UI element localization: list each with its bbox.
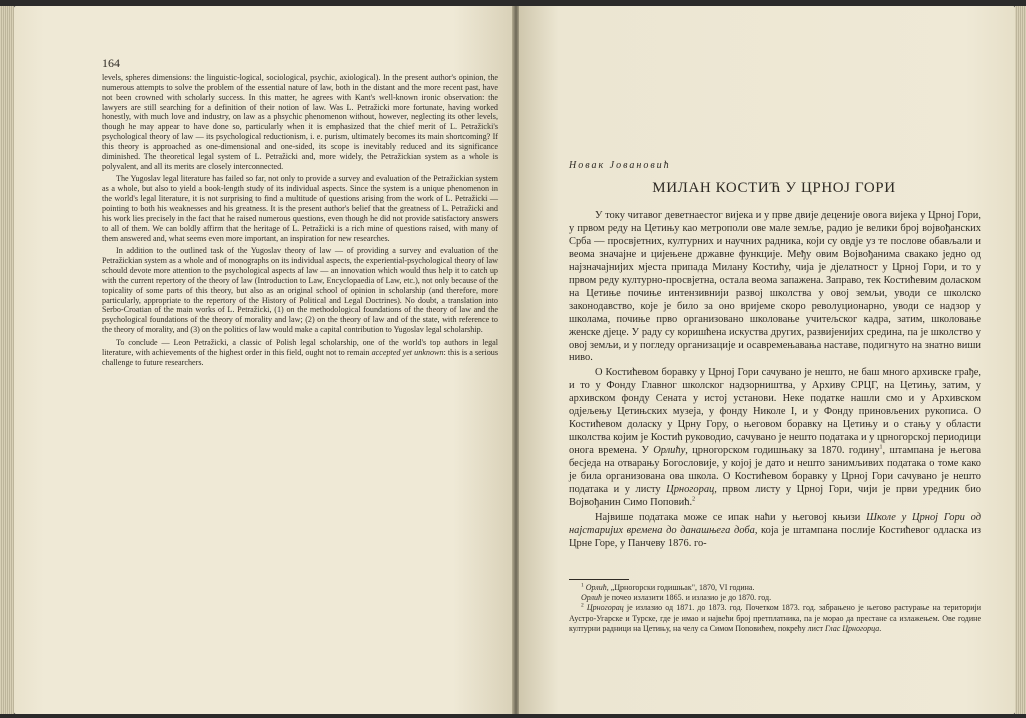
paragraph: In addition to the outlined task of the Yugoslav theory of law — of providing a survey and evaluation of the Petražickian system as a whole and of monographs on its individual aspects, the experiential-psychological theory of law schould devote more attention to the psychological aspects af law — an innovation which would thus help it to catch up with the current repertory of the theory of law (Introduction to Law, Encyclopaedia of Law, etc.), not only because of the topicality of some parts of this theory, but also as an original school of opinion in scholarship (and therefore, more particularly, appropriate to the repertory of the History of Political and Legal Doctrines). No doubt, a translation into Serbo-Croatian of the main works of L. Petražicki, (1) on the methodological foundations of the theory of law and the psychological foundations of the theory of morality and law; (2) on the theory of law and of the state, with reference to the theory of morality, and (3) on the politics of law would make a capital contribution to Yugoslav legal scholarship. xyxy=(102,246,498,335)
emphasis: Орлић xyxy=(581,593,602,603)
paragraph-conclusion xyxy=(102,338,498,368)
paragraph: levels, spheres dimensions: the linguistic-logical, sociological, psychic, axiological). In the present author's opinion, the numerous attempts to solve the problem of the essential nature of law, both in the distant and the more recent past, have not been crowned with scholarly success. In this matter, he agrees with Kant's well-known ironic observation: the lawyers are still searching for a definition of their notion of law. Was L. Petražicki more fortunate, having worked honestly, with much love and industry, on law as a phsychic phenomenon without, however, neglecting its other levels, though he may appear to have done so, particularly when it is emphasized that the chief merit of L. Petražicki's psychological theory of law — its psychological reductionism, i. e. purism, ultimately becomes its main shortcoming? If this theory is approached as one-dimensional and one-sided, its scope is inevitably reduced and its significance diminished. The theoretical legal system of L. Petražicki and, more widely, the Petražickian system as a whole is polyvalent, and all its merits are closely interconnected. xyxy=(102,73,498,171)
footnote xyxy=(569,603,981,634)
emphasis: Црногорац xyxy=(586,603,624,613)
footnote xyxy=(569,593,981,603)
emphasis: accepted yet unknown xyxy=(371,347,444,357)
text-run: , „Црногорски годишњак", 1870, VI година. xyxy=(606,583,755,592)
page-edges-right xyxy=(1015,6,1026,714)
footnote-divider xyxy=(569,579,629,580)
emphasis: Орлићу xyxy=(653,445,686,457)
text-run: To conclude — Leon Petražicki, a classic of Polish legal scholarship, one of the world's top authors in legal literature, with achievements of the highest order in this field, ought not to remain xyxy=(102,337,498,357)
paragraph xyxy=(569,512,981,551)
footnote-mark: 2 xyxy=(581,602,584,609)
article-author: Новак Јовановић xyxy=(569,160,671,171)
right-page xyxy=(519,6,1015,714)
text-run: , црногорском годишњаку за 1870. годину xyxy=(685,445,880,457)
text-run: О Костићевом боравку у Црној Гори сачувано је нешто, не баш много архивске грађе, и то у Фонду Главног школског надзорништва, у Архиву СРЦГ, на Цетињу, затим, у архивском фонду Сената у истој установи. Неке податке нашли смо и у Архивском одјељењу Цетињских музеја, у фонду Николе I, и у Фонду приновљених рукописа. О Костићевом доласку у Црну Гору, о његовом боравку на Цетињу и о стању у области школства којим је Костић руководио, сачувано је нешто података и у црногорској периодици онога времена. У xyxy=(569,367,981,457)
paragraph: У току читавог деветнаестог вијека и у прве двије деценије овога вијека у Црној Гори, у првом реду на Цетињу као метрополи ове мале земље, радио је велики број војвођанских Срба — просвјетних, културних и научних радника, који су овдје уз те послове обављали и веома значајне и цијењене државне функције. Међу овим Војвођанима свакако једно од најзначајнијих мјеста припада Милану Костићу, чија је дјелатност у Црној Гори, и то у првом реду културно-просвјетна, остала веома запажена. Заправо, тек Костићевим доласком на Цетиње почиње интензивнији развој школства у овој земљи, уводи се школско законодавство, које је било за оно вријеме скоро револуционарно, уводи се надзор у школама, почиње прво организовано школовање учитељског кадра, затим, школовање женске дјеце. У раду су коришћена искуства других, развијенијих средина, па је школство у овој земљи, и у погледу организације и осавремењавања наставе, подигнуто на знатно виши ниво. xyxy=(569,210,981,364)
text-run: је излазио од 1871. до 1873. год. Почетком 1873. год. забрањено је његово растурање на територији Аустро-Угарске и Турске, где је имао и највећи број претплатника, па је морао да престане са излажењем. Ове године културни радници на Цетињу, на челу са Симом Поповићем, покрећу лист xyxy=(569,603,982,633)
page-edges-left xyxy=(0,6,14,714)
emphasis: Школе у Црној Гори од најстаријих времена до данашњега доба xyxy=(569,511,981,536)
footnote-ref: 2 xyxy=(692,496,696,503)
text-run: . xyxy=(879,623,882,633)
text-run: Највише података може се ипак наћи у његовој књизи xyxy=(595,511,867,523)
text-run: је почео излазити 1865. и излазио је до 1870. год. xyxy=(601,593,772,603)
text-run: , која је штампана послије Костићевог одласка из Црне Горе, у Панчеву 1876. го- xyxy=(569,524,981,549)
footnote-ref: 1 xyxy=(879,444,883,451)
left-body-text xyxy=(102,73,498,370)
text-run: , штампана је његова бесједа на отварању Богословије, у којој је дато и нешто занимљивих података о томе како је била организована ова школа. О Костићевом боравку у Црној Гори сачувано је нешто података и у листу xyxy=(569,445,981,496)
paragraph xyxy=(569,367,981,509)
page-number: 164 xyxy=(102,56,120,70)
left-page xyxy=(14,6,513,714)
paragraph: The Yugoslav legal literature has failed so far, not only to provide a survey and evaluation of the Petražickian system as a whole, but also to yield a book-length study of its individual aspects. Since the system is a unique phenomenon in the world's legal literature, it is not surprising to find a multitude of questions arising from the work of L. Petražicki — pointing to both his weaknesses and his greatness. It is the present author's belief that the greatness of L. Petražicki and his work lies precisely in the fact that he raised numerous questions, even though he did not provide satisfactory answers to all of them. We can boldly affirm that the heritage of L. Petražicki is a rich mine of questions raised, with many of them answered and, what seems even more important, an inspiration for new researches. xyxy=(102,174,498,243)
right-body-text xyxy=(569,210,981,553)
text-run: , првом листу у Црној Гори, чији је први уредник био Војвођанин Симо Поповић. xyxy=(569,484,981,508)
emphasis: Глас Црногорца xyxy=(825,623,880,633)
article-title: МИЛАН КОСТИЋ У ЦРНОЈ ГОРИ xyxy=(652,180,896,196)
emphasis: Орлић xyxy=(585,583,607,592)
text-run: : this is a serious challenge to future researchers. xyxy=(102,347,498,367)
footnotes xyxy=(569,583,981,634)
footnote-mark: 1 xyxy=(581,582,584,589)
footnote xyxy=(569,583,981,593)
emphasis: Црногорац xyxy=(666,484,715,496)
